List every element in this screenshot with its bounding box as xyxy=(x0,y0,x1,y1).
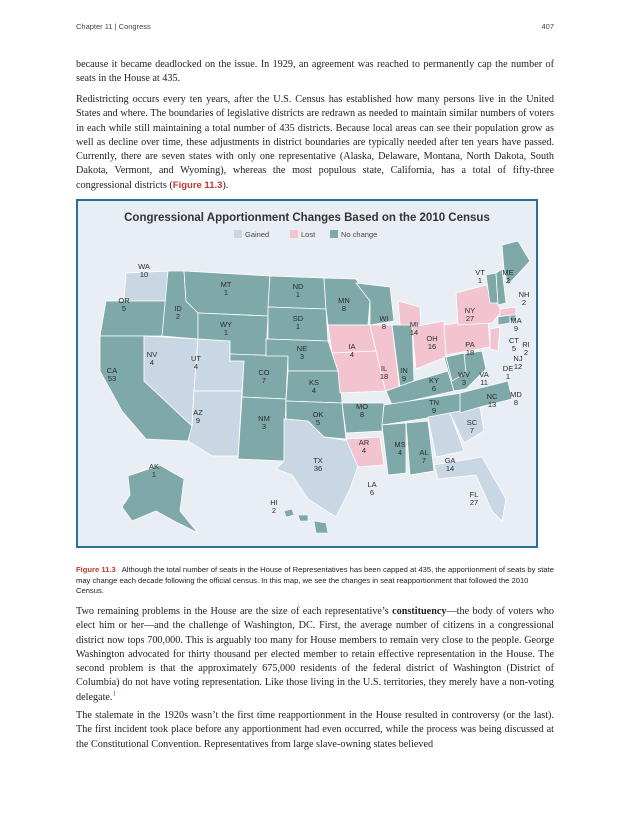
state-label-de: DE xyxy=(502,364,514,373)
map-title: Congressional Apportionment Changes Based on the 2010 Census xyxy=(124,212,490,224)
state-label-ky: KY xyxy=(428,376,440,385)
state-seats-pa: 18 xyxy=(465,348,475,357)
state-seats-ga: 14 xyxy=(445,464,455,473)
state-label-la: LA xyxy=(367,480,377,489)
state-label-hi: HI xyxy=(270,498,278,507)
state-label-mi: MI xyxy=(409,320,419,329)
state-label-ut: UT xyxy=(191,354,201,363)
state-seats-ak: 1 xyxy=(151,470,157,479)
state-seats-hi: 2 xyxy=(271,506,277,515)
state-seats-va: 11 xyxy=(480,378,488,387)
state-seats-tx: 36 xyxy=(313,464,323,473)
state-label-il: IL xyxy=(380,364,388,373)
state-label-ks: KS xyxy=(308,378,320,387)
paragraph-3 xyxy=(76,605,554,705)
state-seats-wv: 3 xyxy=(461,378,467,387)
state-seats-sd: 1 xyxy=(295,322,301,331)
state-seats-me: 2 xyxy=(505,276,511,285)
paragraph-2-text: Redistricting occurs every ten years, after the U.S. Census has established how many persons live in the United States and where. The boundaries of legislative districts are redrawn as needed to maintain similar numbers of voters in each while still maintaining a total number of 435 districts. Because local areas can see their population grow as well as decline over time, these adjustments in district boundaries are typically needed after ten years have passed. Currently, there are seven states with only one representative (Alaska, Delaware, Montana, North Dakota, South Dakota, Vermont, and Wyoming), whereas the most populous state, California, has a total of fifty-three congressional districts ( xyxy=(76,94,554,191)
state-label-al: AL xyxy=(419,448,429,457)
state-seats-nh: 2 xyxy=(521,298,527,307)
state-seats-mn: 8 xyxy=(341,304,347,313)
state-seats-ma: 9 xyxy=(513,324,519,333)
legend-swatch-lost xyxy=(290,230,298,238)
figure-caption-text: Although the total number of seats in the House of Representatives has been capped at 435, the apportionment of seats by state may change each decade following the official census. In this map, we see the changes in seat reapportionment that followed the 2010 Census. xyxy=(76,565,554,596)
state-seats-co: 7 xyxy=(261,376,267,385)
state-seats-mo: 8 xyxy=(359,410,365,419)
state-seats-la: 6 xyxy=(369,488,375,497)
paragraph-4: The stalemate in the 1920s wasn’t the first time reapportionment in the House resulted in controversy (or the last). The first incident took place before any apportionment had even occurred, while the process was being discussed at the Constitutional Convention. Representatives from large slave-owning states believed xyxy=(76,710,554,750)
footnote-ref[interactable]: 1 xyxy=(112,689,116,698)
state-seats-ne: 3 xyxy=(299,352,305,361)
state-label-or: OR xyxy=(118,296,130,305)
state-label-nc: NC xyxy=(486,392,498,401)
state-seats-oh: 16 xyxy=(427,342,437,351)
state-label-ms: MS xyxy=(394,440,406,449)
chapter-title: Chapter 11 | Congress xyxy=(76,22,151,31)
figure-caption-label: Figure 11.3 xyxy=(76,565,116,574)
state-label-fl: FL xyxy=(469,490,479,499)
state-label-tx: TX xyxy=(313,456,323,465)
page-number: 407 xyxy=(541,22,554,31)
state-label-mn: MN xyxy=(338,296,350,305)
state-label-ri: RI xyxy=(522,340,530,349)
state-label-nv: NV xyxy=(146,350,158,359)
state-seats-nc: 13 xyxy=(487,400,497,409)
state-label-ia: IA xyxy=(348,342,356,351)
state-seats-il: 18 xyxy=(379,372,389,381)
state-seats-az: 9 xyxy=(195,416,201,425)
legend-label-lost: Lost xyxy=(301,230,316,239)
state-label-nd: ND xyxy=(292,282,304,291)
state-label-wi: WI xyxy=(379,314,389,323)
state-label-wy: WY xyxy=(219,320,233,329)
state-label-mt: MT xyxy=(220,280,232,289)
state-seats-ar: 4 xyxy=(361,446,367,455)
state-label-ok: OK xyxy=(312,410,324,419)
state-label-co: CO xyxy=(258,368,270,377)
state-seats-mt: 1 xyxy=(223,288,229,297)
state-label-ak: AK xyxy=(148,462,160,471)
state-label-ne: NE xyxy=(296,344,308,353)
state-seats-ky: 6 xyxy=(431,384,437,393)
state-label-me: ME xyxy=(502,268,514,277)
legend-swatch-no_change xyxy=(330,230,338,238)
state-seats-nj: 12 xyxy=(513,362,523,371)
glossary-term: constituency xyxy=(392,606,447,617)
state-seats-ny: 27 xyxy=(465,314,475,323)
state-seats-ca: 53 xyxy=(107,374,117,383)
state-seats-ks: 4 xyxy=(311,386,317,395)
state-seats-nm: 3 xyxy=(261,422,267,431)
state-label-ma: MA xyxy=(510,316,522,325)
state-label-pa: PA xyxy=(465,340,475,349)
state-seats-mi: 14 xyxy=(409,328,419,337)
state-seats-wa: 10 xyxy=(139,270,149,279)
state-seats-md: 8 xyxy=(513,398,519,407)
state-seats-nv: 4 xyxy=(149,358,155,367)
state-label-vt: VT xyxy=(475,268,485,277)
state-seats-ia: 4 xyxy=(349,350,355,359)
state-seats-id: 2 xyxy=(175,312,181,321)
state-label-sc: SC xyxy=(466,418,478,427)
state-label-ny: NY xyxy=(464,306,476,315)
legend-label-no_change: No change xyxy=(341,230,378,239)
state-seats-wy: 1 xyxy=(223,328,229,337)
paragraph-3-text: Two remaining problems in the House are the size of each representative’s xyxy=(76,606,393,617)
state-label-ct: CT xyxy=(509,336,519,345)
state-seats-sc: 7 xyxy=(469,426,475,435)
state-seats-ms: 4 xyxy=(397,448,403,457)
state-label-va: VA xyxy=(479,370,489,379)
paragraph-3-text-continued: —the body of voters who elect him or her—and the challenge of Washington, DC. First, the average number of citizens in a congressional district now tops 700,000. This is arguably too many for House members to remain very close to the people. George Washington advocated for thirty thousand per elected member to retain effective representation in the House. The second problem is that the approximately 675,000 residents of the federal district of Washington (District of Columbia) do not have voting representation. Like those living in the U.S. territories, they merely have a non-voting delegate. xyxy=(76,606,555,703)
state-seats-or: 5 xyxy=(121,304,127,313)
state-label-ca: CA xyxy=(106,366,118,375)
state-label-md: MD xyxy=(510,390,522,399)
paragraph-1: because it became deadlocked on the issue. In 1929, an agreement was reached to permanently cap the number of seats in the House at 435. xyxy=(76,59,554,85)
state-label-ar: AR xyxy=(358,438,370,447)
state-label-mo: MO xyxy=(355,402,369,411)
apportionment-map xyxy=(78,201,536,546)
state-label-tn: TN xyxy=(429,398,439,407)
state-seats-nd: 1 xyxy=(295,290,301,299)
paragraph-2 xyxy=(76,93,554,193)
paragraph-2-end: ). xyxy=(222,179,229,191)
state-seats-de: 1 xyxy=(505,372,511,381)
state-label-az: AZ xyxy=(193,408,203,417)
state-seats-ut: 4 xyxy=(193,362,199,371)
legend-swatch-gained xyxy=(234,230,242,238)
state-label-in: IN xyxy=(400,366,408,375)
state-seats-fl: 27 xyxy=(469,498,479,507)
state-seats-ct: 5 xyxy=(511,344,517,353)
state-label-nm: NM xyxy=(258,414,270,423)
state-label-wa: WA xyxy=(138,262,150,271)
state-seats-in: 9 xyxy=(401,374,407,383)
state-seats-ok: 5 xyxy=(315,418,321,427)
state-label-ga: GA xyxy=(444,456,456,465)
state-label-oh: OH xyxy=(426,334,438,343)
state-label-nh: NH xyxy=(518,290,530,299)
state-seats-wi: 8 xyxy=(381,322,387,331)
state-seats-al: 7 xyxy=(421,456,427,465)
page-header xyxy=(76,22,554,36)
figure-container xyxy=(76,199,538,548)
state-label-wv: WV xyxy=(457,370,471,379)
state-label-id: ID xyxy=(174,304,182,313)
figure-link[interactable]: Figure 11.3 xyxy=(172,179,223,191)
legend-label-gained: Gained xyxy=(245,230,270,239)
figure-caption xyxy=(76,565,554,597)
state-seats-ri: 2 xyxy=(523,348,529,357)
state-seats-vt: 1 xyxy=(477,276,483,285)
state-seats-tn: 9 xyxy=(431,406,437,415)
state-label-nj: NJ xyxy=(513,354,523,363)
state-label-sd: SD xyxy=(292,314,304,323)
